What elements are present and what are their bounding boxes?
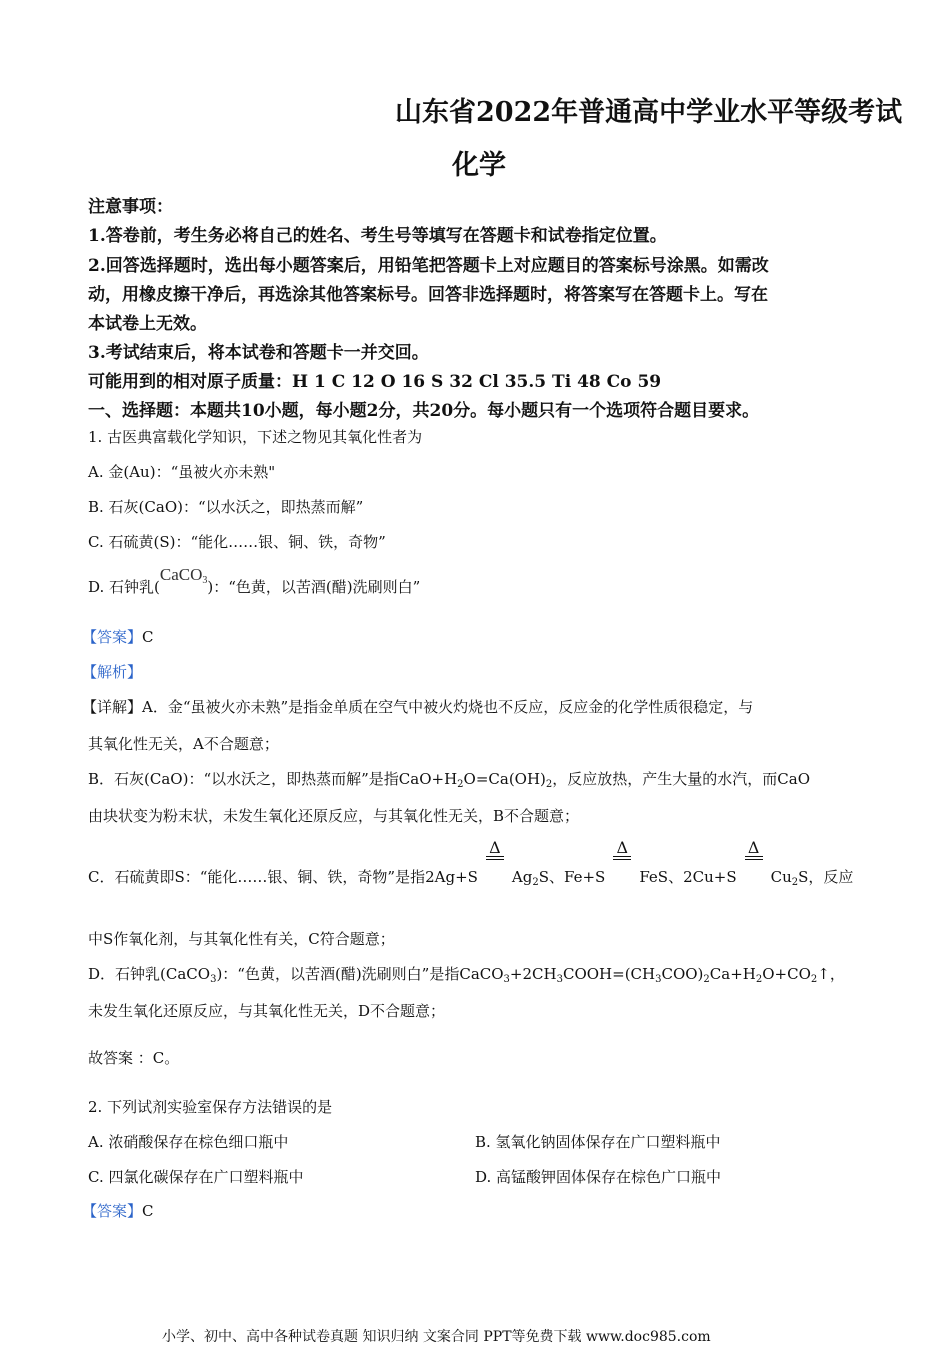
detail-d-t6: O+CO [762,965,811,983]
q2-answer-line [82,1200,154,1221]
q1-option-d [88,565,421,598]
detail-c-sub-3: 2 [791,877,799,888]
delta-symbol: Δ [489,838,501,857]
detail-d-t2: +2CH [509,965,557,983]
notice-item-2-line-1: 2.回答选择题时，选出每小题答案后，用铅笔把答题卡上对应题目的答案标号涂黑。如需改 [88,256,769,276]
detail-b-text-3: ，反应放热，产生大量的水汽，而CaO [552,770,811,788]
q2-stem: 2. 下列试剂实验室保存方法错误的是 [88,1098,333,1116]
equals-sign [486,856,504,860]
detail-b-text-1: B．石灰(CaO)：“以水沃之，即热蒸而解”是指CaO+H [88,770,458,788]
detail-c-product-3: Cu [770,868,792,886]
detail-d-t3: COOH=(CH [562,965,656,983]
q1-option-a: A. 金(Au)：“虽被火亦未熟" [88,463,276,481]
q1-answer-line [82,626,154,647]
equals-sign [613,856,631,860]
detail-d-t4: COO) [661,965,704,983]
detail-d-line-2: 未发生氧化还原反应，与其氧化性无关，D不合题意； [88,1002,446,1020]
detail-d-s1: 3 [210,974,217,985]
detail-a-line-1 [82,696,753,717]
notice-heading: 注意事项： [88,197,173,217]
detail-d-s2: 3 [503,974,510,985]
detail-b-text-2: O=Ca(OH) [463,770,546,788]
detail-d-t1: )：“色黄，以苦酒(醋)洗刷则白”是指CaCO [216,965,504,983]
detail-b-line-2: 由块状变为粉末状，未发生氧化还原反应，与其氧化性无关，B不合题意； [88,807,580,825]
detail-d-line-1 [88,963,845,985]
q2-option-d: D. 高锰酸钾固体保存在棕色广口瓶中 [475,1168,722,1186]
detail-b-sub-1: 2 [457,779,464,790]
exam-title: 山东省2022年普通高中学业水平等级考试 [395,97,903,128]
q1-option-d-prefix: D. 石钟乳( [88,578,160,596]
answer-tag: 【答案】 [82,628,143,646]
detail-c-text-4: S，反应 [798,868,854,886]
detail-d-s4: 3 [655,974,662,985]
detail-a-line-2: 其氧化性无关，A不合题意； [88,735,279,753]
reaction-arrow-1 [478,838,512,886]
detail-c-sub-1: 2 [532,877,539,888]
notice-item-3: 3.考试结束后，将本试卷和答题卡一并交回。 [88,343,429,363]
q1-option-b: B. 石灰(CaO)：“以水沃之，即热蒸而解” [88,498,364,516]
reaction-arrow-2 [605,838,639,886]
footer-link[interactable]: 小学、初中、高中各种试卷真题 知识归纳 文案合同 PPT等免费下载 www.doc985.com [162,1329,711,1345]
q2-answer: C [142,1202,154,1220]
notice-item-1: 1.答卷前，考生务必将自己的姓名、考生号等填写在答题卡和试卷指定位置。 [88,226,667,246]
detail-d-s6: 2 [755,974,763,985]
q2-option-c: C. 四氯化碳保存在广口塑料瓶中 [88,1168,304,1186]
detail-c-line-1 [88,838,854,888]
detail-a-text: A．金“虽被火亦未熟”是指金单质在空气中被火灼烧也不反应，反应金的化学性质很稳定，与 [142,698,754,716]
analysis-tag: 【解析】 [82,663,143,681]
reaction-arrow-3 [737,838,771,886]
subject-title: 化学 [452,150,506,181]
notice-item-2-line-3: 本试卷上无效。 [88,314,207,334]
caco3-formula [160,565,208,584]
detail-tag: 【详解】 [82,698,143,716]
answer-tag: 【答案】 [82,1202,143,1220]
caco3-formula-text: CaCO [159,565,203,584]
equals-sign [745,856,763,860]
atomic-masses: 可能用到的相对原子质量：H 1 C 12 O 16 S 32 Cl 35.5 Ti 48 Co 59 [88,372,662,392]
detail-b-sub-2: 2 [545,779,553,790]
detail-d-s7: 2 [810,974,818,985]
delta-symbol: Δ [747,838,760,857]
q1-option-c: C. 石硫黄(S)：“能化……银、铜、铁，奇物” [88,533,386,551]
q1-stem: 1. 古医典富载化学知识，下述之物见其氧化性者为 [88,428,423,446]
detail-d-s5: 2 [703,974,710,985]
detail-c-text-3: FeS、2Cu+S [639,868,737,886]
caco3-formula-sub: 3 [202,575,208,586]
q1-answer: C [142,628,154,646]
q2-option-a: A. 浓硝酸保存在棕色细口瓶中 [88,1133,289,1151]
detail-b-line-1 [88,768,810,790]
section-heading: 一、选择题：本题共10小题，每小题2分，共20分。每小题只有一个选项符合题目要求。 [88,401,760,421]
q1-option-d-suffix: )：“色黄，以苦酒(醋)洗刷则白” [207,578,421,596]
detail-d-t5: Ca+H [709,965,756,983]
q1-conclusion: 故答案 ：C。 [88,1049,180,1067]
notice-item-2-line-2: 动，用橡皮擦干净后，再选涂其他答案标号。回答非选择题时，将答案写在答题卡上。写在 [88,285,768,305]
detail-d-t0: D．石钟乳(CaCO [88,965,211,983]
detail-c-line-2: 中S作氧化剂，与其氧化性有关，C符合题意； [88,930,395,948]
detail-c-text-2: S、Fe+S [538,868,606,886]
detail-c-text-1: C．石硫黄即S：“能化……银、铜、铁，奇物”是指2Ag+S [88,868,478,886]
q2-option-b: B. 氢氧化钠固体保存在广口塑料瓶中 [475,1133,721,1151]
detail-d-s3: 3 [556,974,563,985]
delta-symbol: Δ [616,838,629,857]
detail-c-product-1: Ag [511,868,533,886]
detail-d-t7: ↑， [817,965,845,983]
